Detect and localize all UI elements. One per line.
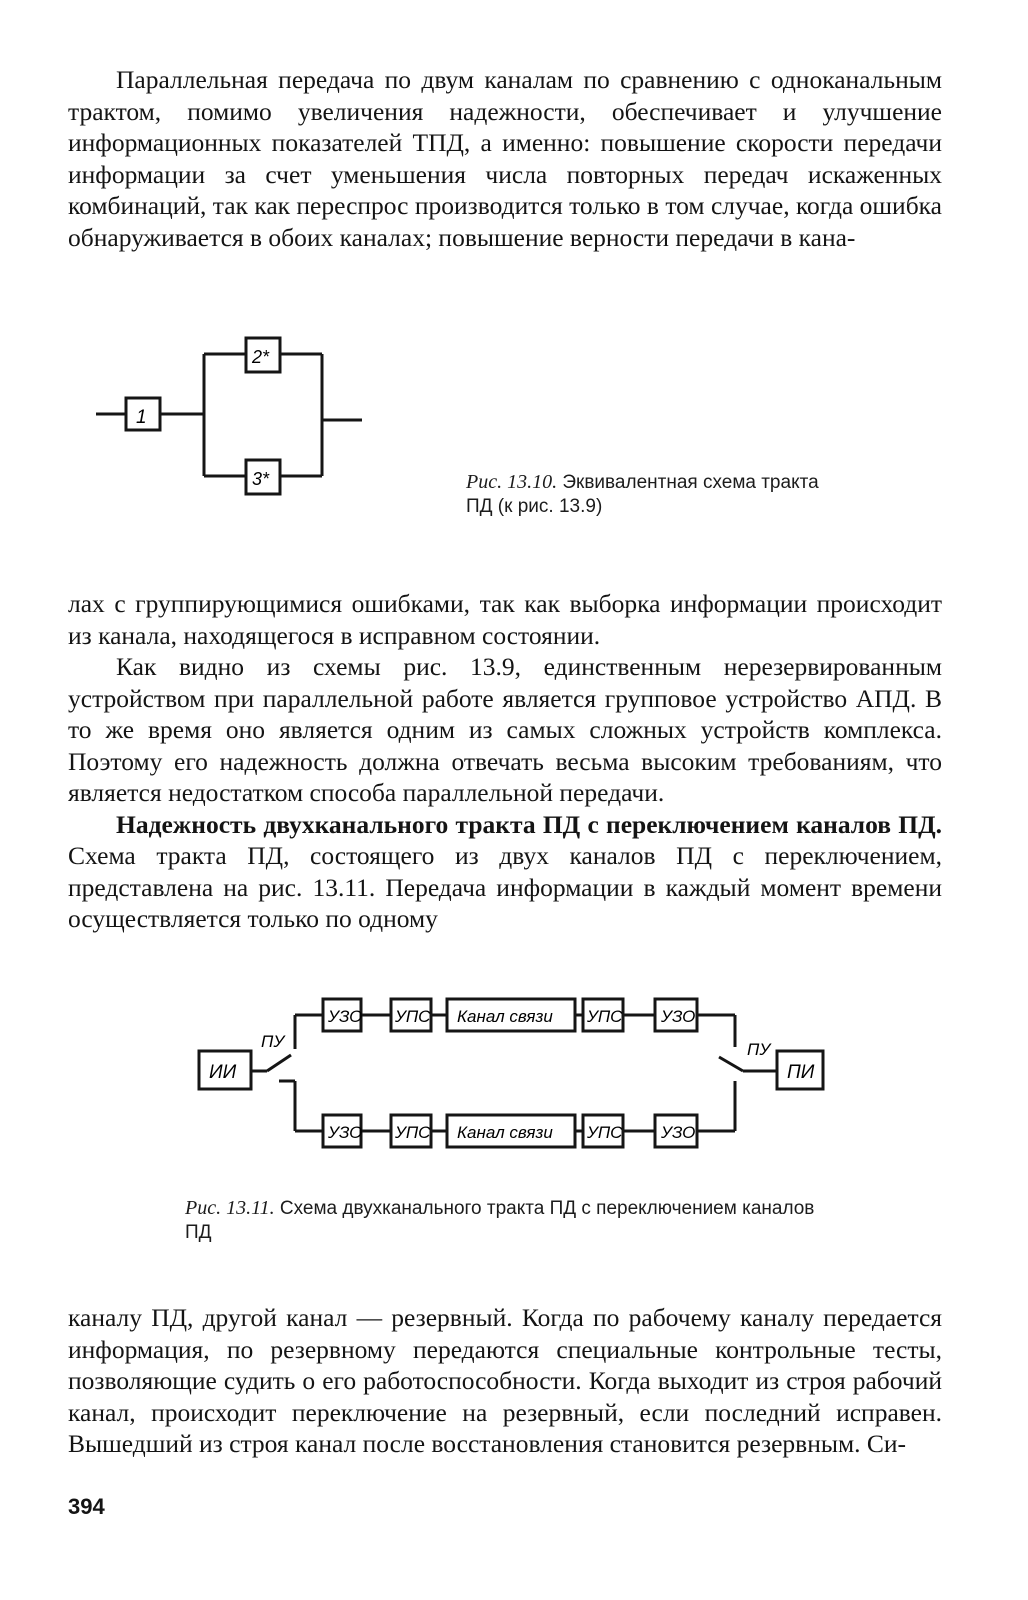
paragraph-parallel-transmission: Параллельная передача по двум каналам по сравнению с одноканальным трактом, помимо увеличения надежности, обеспечивает и улучшение информационных показателей ТПД, а именно: повышение скорости передачи информации за счет уменьшения числа повторных передач искаженных комбинаций, так как переспрос производится только в том случае, когда ошибка обнаруживается в обоих каналах; повышение верности передачи в кана- xyxy=(68,65,942,252)
bottom-uzo-2-label: УЗО xyxy=(661,1123,696,1142)
caption-label: Рис. 13.11. xyxy=(185,1197,275,1219)
text-block-bottom xyxy=(68,1302,942,1460)
caption-text: Схема двухканального тракта ПД с переключением каналов ПД xyxy=(185,1198,815,1243)
caption-text: Эквивалентная схема тракта ПД (к рис. 13.9) xyxy=(466,472,819,517)
bottom-ups-1-label: УПС xyxy=(395,1123,431,1142)
bottom-channel-label: Канал связи xyxy=(457,1123,553,1142)
switch-left-label: ПУ xyxy=(261,1032,285,1051)
figure-13-10-caption xyxy=(466,470,846,519)
bottom-uzo-1-label: УЗО xyxy=(328,1123,363,1142)
block-2-label: 2* xyxy=(252,347,270,367)
paragraph-switching-heading xyxy=(68,809,942,935)
source-label: ИИ xyxy=(209,1062,237,1083)
sink-label: ПИ xyxy=(787,1062,815,1083)
block-3-label: 3* xyxy=(252,469,270,489)
text-block-top xyxy=(68,64,942,253)
switch-right-label: ПУ xyxy=(747,1040,771,1059)
top-channel-label: Канал связи xyxy=(457,1007,553,1026)
block-1-label: 1 xyxy=(136,407,147,428)
top-ups-2-label: УПС xyxy=(587,1007,623,1026)
text-block-middle xyxy=(68,588,942,935)
top-ups-1-label: УПС xyxy=(395,1007,431,1026)
figure-13-10-diagram xyxy=(96,328,366,508)
section-body: Схема тракта ПД, состоящего из двух каналов ПД с переключением, представлена на рис. 13.11. Передача информации в каждый момент времени осуществляется только по одному xyxy=(68,841,942,933)
figure-13-11-diagram xyxy=(195,985,835,1155)
paragraph-reserve-channel: каналу ПД, другой канал — резервный. Когда по рабочему каналу передается информация, по резервному передаются специальные контрольные тесты, позволяющие судить о его работоспособности. Когда выходит из строя рабочий канал, происходит переключение на резервный, если последний исправен. Вышедший из строя канал после восстановления становится резервным. Си- xyxy=(68,1303,942,1458)
top-uzo-1-label: УЗО xyxy=(328,1007,363,1026)
section-heading: Надежность двухканального тракта ПД с переключением каналов ПД. xyxy=(116,809,942,839)
top-uzo-2-label: УЗО xyxy=(661,1007,696,1026)
page-number: 394 xyxy=(68,1494,105,1519)
paragraph-continuation: лах с группирующимися ошибками, так как выборка информации происходит из канала, находящегося в исправном состоянии. xyxy=(68,589,942,650)
paragraph-apd-device: Как видно из схемы рис. 13.9, единственным нерезервированным устройством при параллельной работе является групповое устройство АПД. В то же время оно является одним из самых сложных устройств комплекса. Поэтому его надежность должна отвечать весьма высоким требованиям, что является недостатком способа параллельной передачи. xyxy=(68,652,942,807)
bottom-ups-2-label: УПС xyxy=(587,1123,623,1142)
caption-label: Рис. 13.10. xyxy=(466,471,558,493)
figure-13-11-caption xyxy=(185,1196,845,1245)
